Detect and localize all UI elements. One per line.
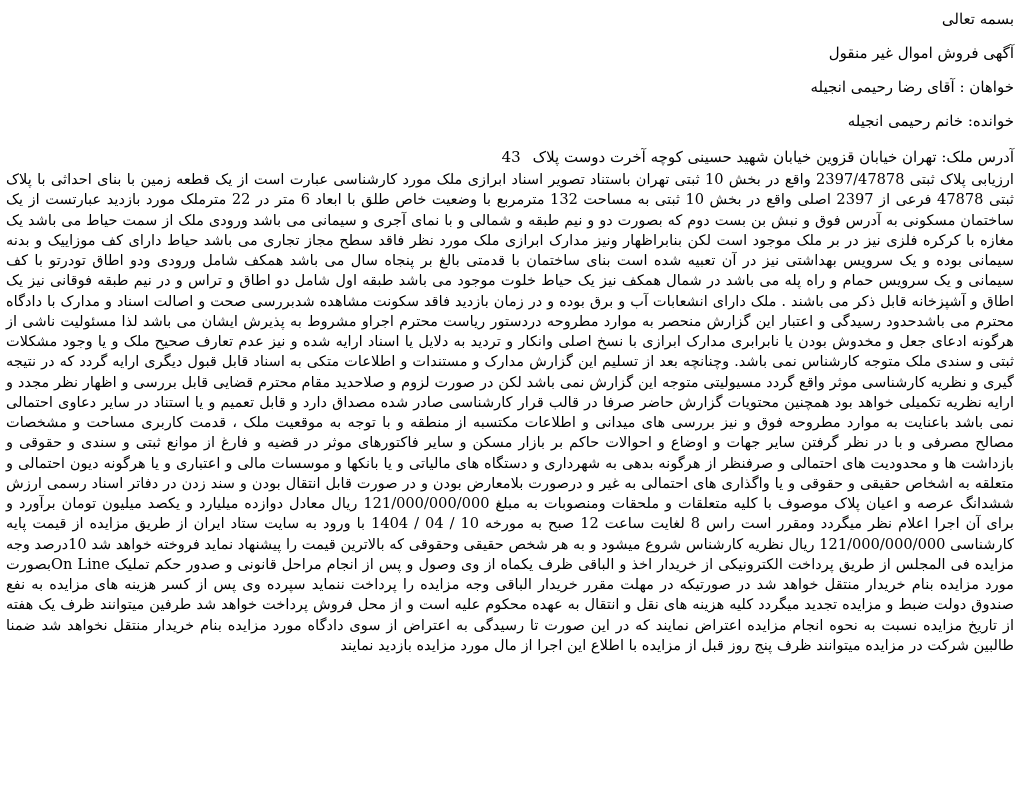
property-address-text: آدرس ملک: تهران خیابان قزوین خیابان شهید حسینی کوچه آخرت دوست پلاک: [532, 148, 1014, 166]
notice-body: ارزیابی پلاک ثبتی 2397/47878 واقع در بخش 10 ثبتی تهران باستناد تصویر اسناد ابرازی ملک مورد کارشناسی عبارت است از یک قطعه زمین با بنای احداثی با پلاک ثبتی 47878 فرعی از 2397 اصلی واقع در بخش 10 ثبتی به مساحت 132 مترمربع با وضعیت خاص طلق با ابعاد 6 متر در 22 مترملک مورد بازدید عبارتست از یک ساختمان مسکونی به آدرس فوق و نبش بن بست دوم که بصورت دو و نیم طبقه و شمالی و با نمای آجری و سیمانی می باشد ورودی ملک از سمت حیاط می باشد یک مغازه با کرکره فلزی نیز در بر ملک موجود است لکن بنابراظهار ونیز مدارک ابرازی ملک مورد نظر فاقد سطح مجاز تجاری می باشد حیاط دارای کف موزاییک و بدنه سیمانی بوده و یک سرویس بهداشتی نیز در آن تعبیه شده است بنای ساختمان با قدمتی بالغ بر پنجاه سال می باشد همکف شامل ورودی ودو اطاق تودرتو با کف سیمانی و یک سرویس حمام و راه پله می باشد در شمال همکف نیز یک حیاط خلوت موجود می باشد طبقه اول شامل دو اطاق و تراس و در نیم طبقه فوقانی نیز یک اطاق و آشپزخانه قابل ذکر می باشند . ملک دارای انشعابات آب و برق بوده و در زمان بازدید فاقد سکونت مشاهده شدبررسی صحت و اصالت اسناد و مدارک با دادگاه محترم می باشدحدود رسیدگی و اعتبار این گزارش منحصر به موارد مطروحه دردستور ریاست محترم اجراو مشروط به پذیرش ایشان می باشد لذا مسئولیت ناشی از هرگونه ادعای جعل و مخدوش بودن یا نابرابری مدارک ابرازی با نسخ اصلی وانکار و تردید به دلایل یا اسناد ارایه شده و نیز عدم تعارف صحیح ملک و یا وجود مشکلات ثبتی و سندی ملک متوجه کارشناس نمی باشد. وچنانچه بعد از تسلیم این گزارش مدارک و مستندات و اطلاعات متکی به اسناد قابل قبول دیگری ارایه گردد که در نتیجه گیری و نظریه کارشناسی موثر واقع گردد مسیولیتی متوجه این گزارش نمی باشد لکن در صورت لزوم و صلاحدید مقام محترم قضایی قابل بررسی و اظهار نظر مجدد و ارایه نظریه تکمیلی خواهد بود همچنین محتویات گزارش حاضر صرفا در قالب قرار کارشناسی صادر شده مصداق دارد و قابل تعمیم و یا استناد در سایر دعاوی احتمالی نمی باشد باعنایت به موارد مطروحه فوق و نیز بررسی های میدانی و اطلاعات مکتسبه از منطقه و با توجه به موقعیت ملک ، قدمت کاربری مساحت و مشخصات مصالح مصرفی و با در نظر گرفتن سایر جهات و اوضاع و احوالات حاکم بر بازار مسکن و سایر فاکتورهای موثر در قضیه و فارغ از موانع ثبتی و سندی و حقوقی و بازداشت ها و محدودیت های احتمالی و صرفنظر از هرگونه بدهی به شهرداری و دستگاه های مالیاتی و یا بانکها و موسسات مالی و اعتباری و یا هرگونه دیون احتمالی و متعلقه به اشخاص حقیقی و حقوقی و یا واگذاری های احتمالی به غیر و درصورت بلامعارض بودن و در صورت قابل انتقال بودن و سند زدن در دفاتر اسناد رسمی ارزش ششدانگ عرصه و اعیان پلاک موصوف با کلیه متعلقات و ملحقات ومنصوبات به مبلغ 121/000/000/000 ریال معادل دوازده میلیارد و یکصد میلیون تومان برآورد و برای آن اجرا اعلام نظر میگردد ومقرر است راس 8 لغایت ساعت 12 صبح به مورخه 10 / 04 / 1404 با ورود به سایت ستاد ایران از طریق مزایده از قیمت پایه کارشناسی 121/000/000/000 ریال نظریه کارشناس شروع میشود و به هر شخص حقیقی وحقوقی که بالاترین قیمت را پیشنهاد نماید فروخته خواهد شد 10درصد وجه مزایده فی المجلس از طریق پرداخت الکترونیکی از خریدار اخذ و الباقی ظرف یکماه از وی وصول و پس از انجام مراحل قانونی و صدور حکم تملیک On Lineبصورت مورد مزایده بنام خریدار منتقل خواهد شد در صورتیکه در مهلت مقرر خریدار الباقی وجه مزایده را پرداخت ننماید سپرده وی پس از کسر هزینه های مزایده به نفع صندوق دولت ضبط و مزایده تجدید میگردد کلیه هزینه های نقل و انتقال به عهده محکوم علیه است و از محل فروش پرداخت خواهد شد طرفین میتوانند ظرف یک هفته از تاریخ مزایده نسبت به نحوه انجام مزایده اعتراض نمایند که در این صورت تا رسیدگی به اعتراض از سوی دادگاه مورد مزایده بنام خریدار منتقل نخواهد شد ضمنا طالبین شرکت در مزایده میتوانند ظرف پنج روز قبل از مزایده با اطلاع این اجرا از مال مورد مزایده بازدید نمایند: [6, 171, 1014, 654]
plaintiff-line: خواهان : آقای رضا رحیمی انجیله: [810, 78, 1014, 96]
property-address-line: [6, 146, 1014, 168]
notice-title: آگهی فروش اموال غیر منقول: [828, 44, 1014, 62]
property-plate-number: 43: [501, 148, 521, 166]
defendant-line: خوانده: خانم رحیمی انجیله: [847, 112, 1014, 130]
basmala-heading: بسمه تعالی: [941, 10, 1014, 28]
